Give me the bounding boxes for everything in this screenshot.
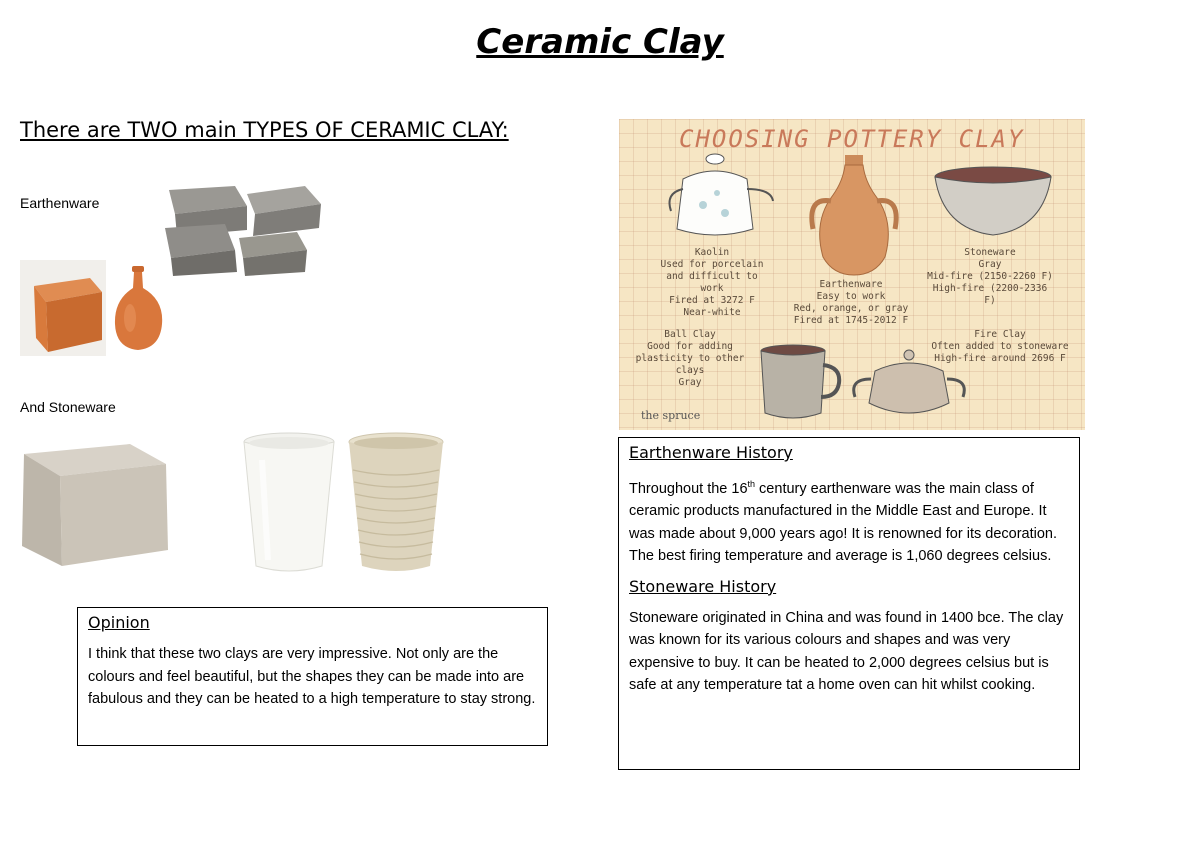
grey-clay-blocks-image <box>155 180 330 280</box>
opinion-box <box>77 607 548 746</box>
section-subtitle: There are TWO main TYPES OF CERAMIC CLAY: <box>20 118 509 142</box>
kaolin-text: Kaolin Used for porcelain and difficult to work Fired at 3272 F Near-white <box>660 247 764 318</box>
spruce-credit: the spruce <box>641 409 701 422</box>
earthenware-history-text: Throughout the 16th century earthenware was the main class of ceramic products manufactured in the Middle East and Europe. It was made about 9,000 years ago! It is renowned for its decoration. The best firing temperature and average is 1,060 degrees celsius. <box>629 479 1057 565</box>
history-box <box>618 437 1080 770</box>
stoneware-history-heading: Stoneware History <box>629 576 777 596</box>
white-stoneware-cup-image <box>240 430 338 576</box>
stoneware-history-text: Stoneware originated in China and was found in 1400 bce. The clay was known for its various colours and shapes and was very expensive to buy. It can be heated to 2,000 degrees celsius but is safe at any temperature tat a home oven can hit whilst cooking. <box>629 609 1064 694</box>
mug-icon <box>757 343 843 423</box>
earthenware-vase-icon <box>799 151 909 279</box>
opinion-text: I think that these two clays are very impressive. Not only are the colours and feel beautiful, but the shapes they can be made into are fabulous and they can be heated to a high temperature to stay strong. <box>88 646 536 707</box>
infographic-title: CHOOSING POTTERY CLAY <box>679 125 1025 153</box>
stoneware-label: And Stoneware <box>20 399 116 415</box>
fire-clay-text: Fire Clay Often added to stoneware High-fire around 2696 F <box>931 329 1069 364</box>
teapot-icon <box>663 149 778 241</box>
stoneware-bowl-icon <box>931 163 1055 243</box>
ball-clay-text: Ball Clay Good for adding plasticity to other clays Gray <box>635 329 745 388</box>
choosing-pottery-clay-infographic <box>619 119 1085 430</box>
stoneware-info-text: Stoneware Gray Mid-fire (2150-2260 F) High-fire (2200-2336 F) <box>927 247 1053 306</box>
earthenware-info-text: Earthenware Easy to work Red, orange, or gray Fired at 1745-2012 F <box>793 279 909 326</box>
earthenware-label: Earthenware <box>20 195 100 211</box>
terracotta-brick-image <box>20 260 106 356</box>
stoneware-clay-block-image <box>20 434 170 570</box>
page-title: Ceramic Clay <box>476 22 724 62</box>
beige-stoneware-cup-image <box>345 430 447 576</box>
earthenware-history-heading: Earthenware History <box>629 443 793 462</box>
opinion-heading: Opinion <box>88 613 150 632</box>
terracotta-vase-image <box>110 262 168 354</box>
